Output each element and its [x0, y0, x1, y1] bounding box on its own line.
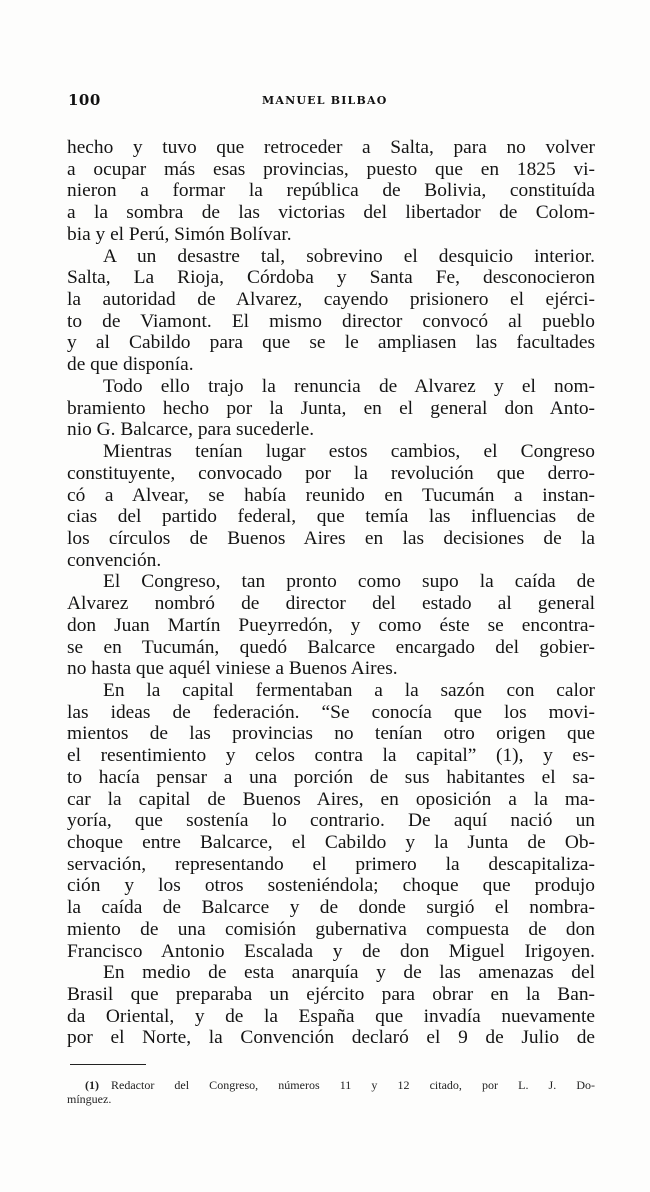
- footnote: [67, 1078, 595, 1106]
- body-text: [67, 137, 595, 1049]
- text-line: la caída de Balcarce y de donde surgió el nombra-: [67, 897, 595, 919]
- text-line: to de Viamont. El mismo director convocó al pueblo: [67, 310, 595, 332]
- text-line: car la capital de Buenos Aires, en oposición a la ma-: [67, 788, 595, 810]
- footnote-line: mínguez.: [67, 1092, 112, 1106]
- text-line: la autoridad de Alvarez, cayendo prisionero el ejérci-: [67, 289, 595, 311]
- page-number: 100: [68, 91, 101, 109]
- text-line: cias del partido federal, que temía las influencias de: [67, 506, 595, 528]
- text-line: bia y el Perú, Simón Bolívar.: [67, 223, 292, 245]
- text-line: En medio de esta anarquía y de las amenazas del: [103, 962, 595, 984]
- text-line: bramiento hecho por la Junta, en el general don Anto-: [67, 397, 595, 419]
- text-line: to hacía pensar a una porción de sus habitantes el sa-: [67, 766, 595, 788]
- text-line: a ocupar más esas provincias, puesto que en 1825 vi-: [67, 158, 595, 180]
- text-line: Mientras tenían lugar estos cambios, el Congreso: [103, 441, 595, 463]
- text-line: convención.: [67, 549, 162, 571]
- text-line: miento de una comisión gubernativa compuesta de don: [67, 918, 595, 940]
- text-line: hecho y tuvo que retroceder a Salta, para no volver: [67, 137, 595, 158]
- text-line: no hasta que aquél viniese a Buenos Aires.: [67, 658, 398, 680]
- text-line: se en Tucumán, quedó Balcarce encargado del gobier-: [67, 636, 595, 658]
- text-line: El Congreso, tan pronto como supo la caída de: [103, 571, 595, 593]
- text-line: En la capital fermentaban a la sazón con calor: [103, 679, 595, 701]
- text-line: de que disponía.: [67, 354, 194, 376]
- text-line: mientos de las provincias no tenían otro origen que: [67, 723, 595, 745]
- text-line: da Oriental, y de la España que invadía nuevamente: [67, 1005, 595, 1027]
- footnote-marker: (1): [85, 1078, 99, 1092]
- text-line: el resentimiento y celos contra la capital” (1), y es-: [67, 745, 595, 767]
- text-line: nio G. Balcarce, para sucederle.: [67, 419, 315, 441]
- text-line: las ideas de federación. “Se conocía que los movi-: [67, 701, 595, 723]
- text-line: los círculos de Buenos Aires en las decisiones de la: [67, 527, 595, 549]
- text-line: y al Cabildo para que se le ampliasen las facultades: [67, 332, 595, 354]
- text-line: choque entre Balcarce, el Cabildo y la Junta de Ob-: [67, 832, 595, 853]
- text-line: don Juan Martín Pueyrredón, y como éste se encontra-: [67, 614, 595, 636]
- footnote-text: Redactor del Congreso, números 11 y 12 citado, por L. J. Do-: [111, 1078, 595, 1092]
- text-line: Brasil que preparaba un ejército para obrar en la Ban-: [67, 984, 595, 1006]
- text-line: Alvarez nombró de director del estado al general: [67, 593, 595, 615]
- text-line: por el Norte, la Convención declaró el 9 de Julio de: [67, 1027, 595, 1049]
- text-line: constituyente, convocado por la revolución que derro-: [67, 462, 595, 484]
- text-line: Francisco Antonio Escalada y de don Miguel Irigoyen.: [67, 940, 595, 962]
- text-line: nieron a formar la república de Bolivia, constituída: [67, 180, 595, 202]
- text-line: servación, representando el primero la descapitaliza-: [67, 853, 595, 875]
- text-line: có a Alvear, se había reunido en Tucumán a instan-: [67, 484, 595, 506]
- text-line: ción y los otros sosteniéndola; choque que produjo: [67, 875, 595, 897]
- text-line: Salta, La Rioja, Córdoba y Santa Fe, desconocieron: [67, 267, 595, 289]
- footnote-rule: [70, 1064, 146, 1065]
- text-line: Todo ello trajo la renuncia de Alvarez y el nom-: [103, 375, 595, 397]
- text-line: yoría, que sostenía lo contrario. De aquí nació un: [67, 810, 595, 832]
- running-head: MANUEL BILBAO: [262, 94, 388, 107]
- text-line: A un desastre tal, sobrevino el desquicio interior.: [103, 245, 595, 267]
- footnote-line: [67, 1078, 595, 1092]
- text-line: a la sombra de las victorias del libertador de Colom-: [67, 202, 595, 224]
